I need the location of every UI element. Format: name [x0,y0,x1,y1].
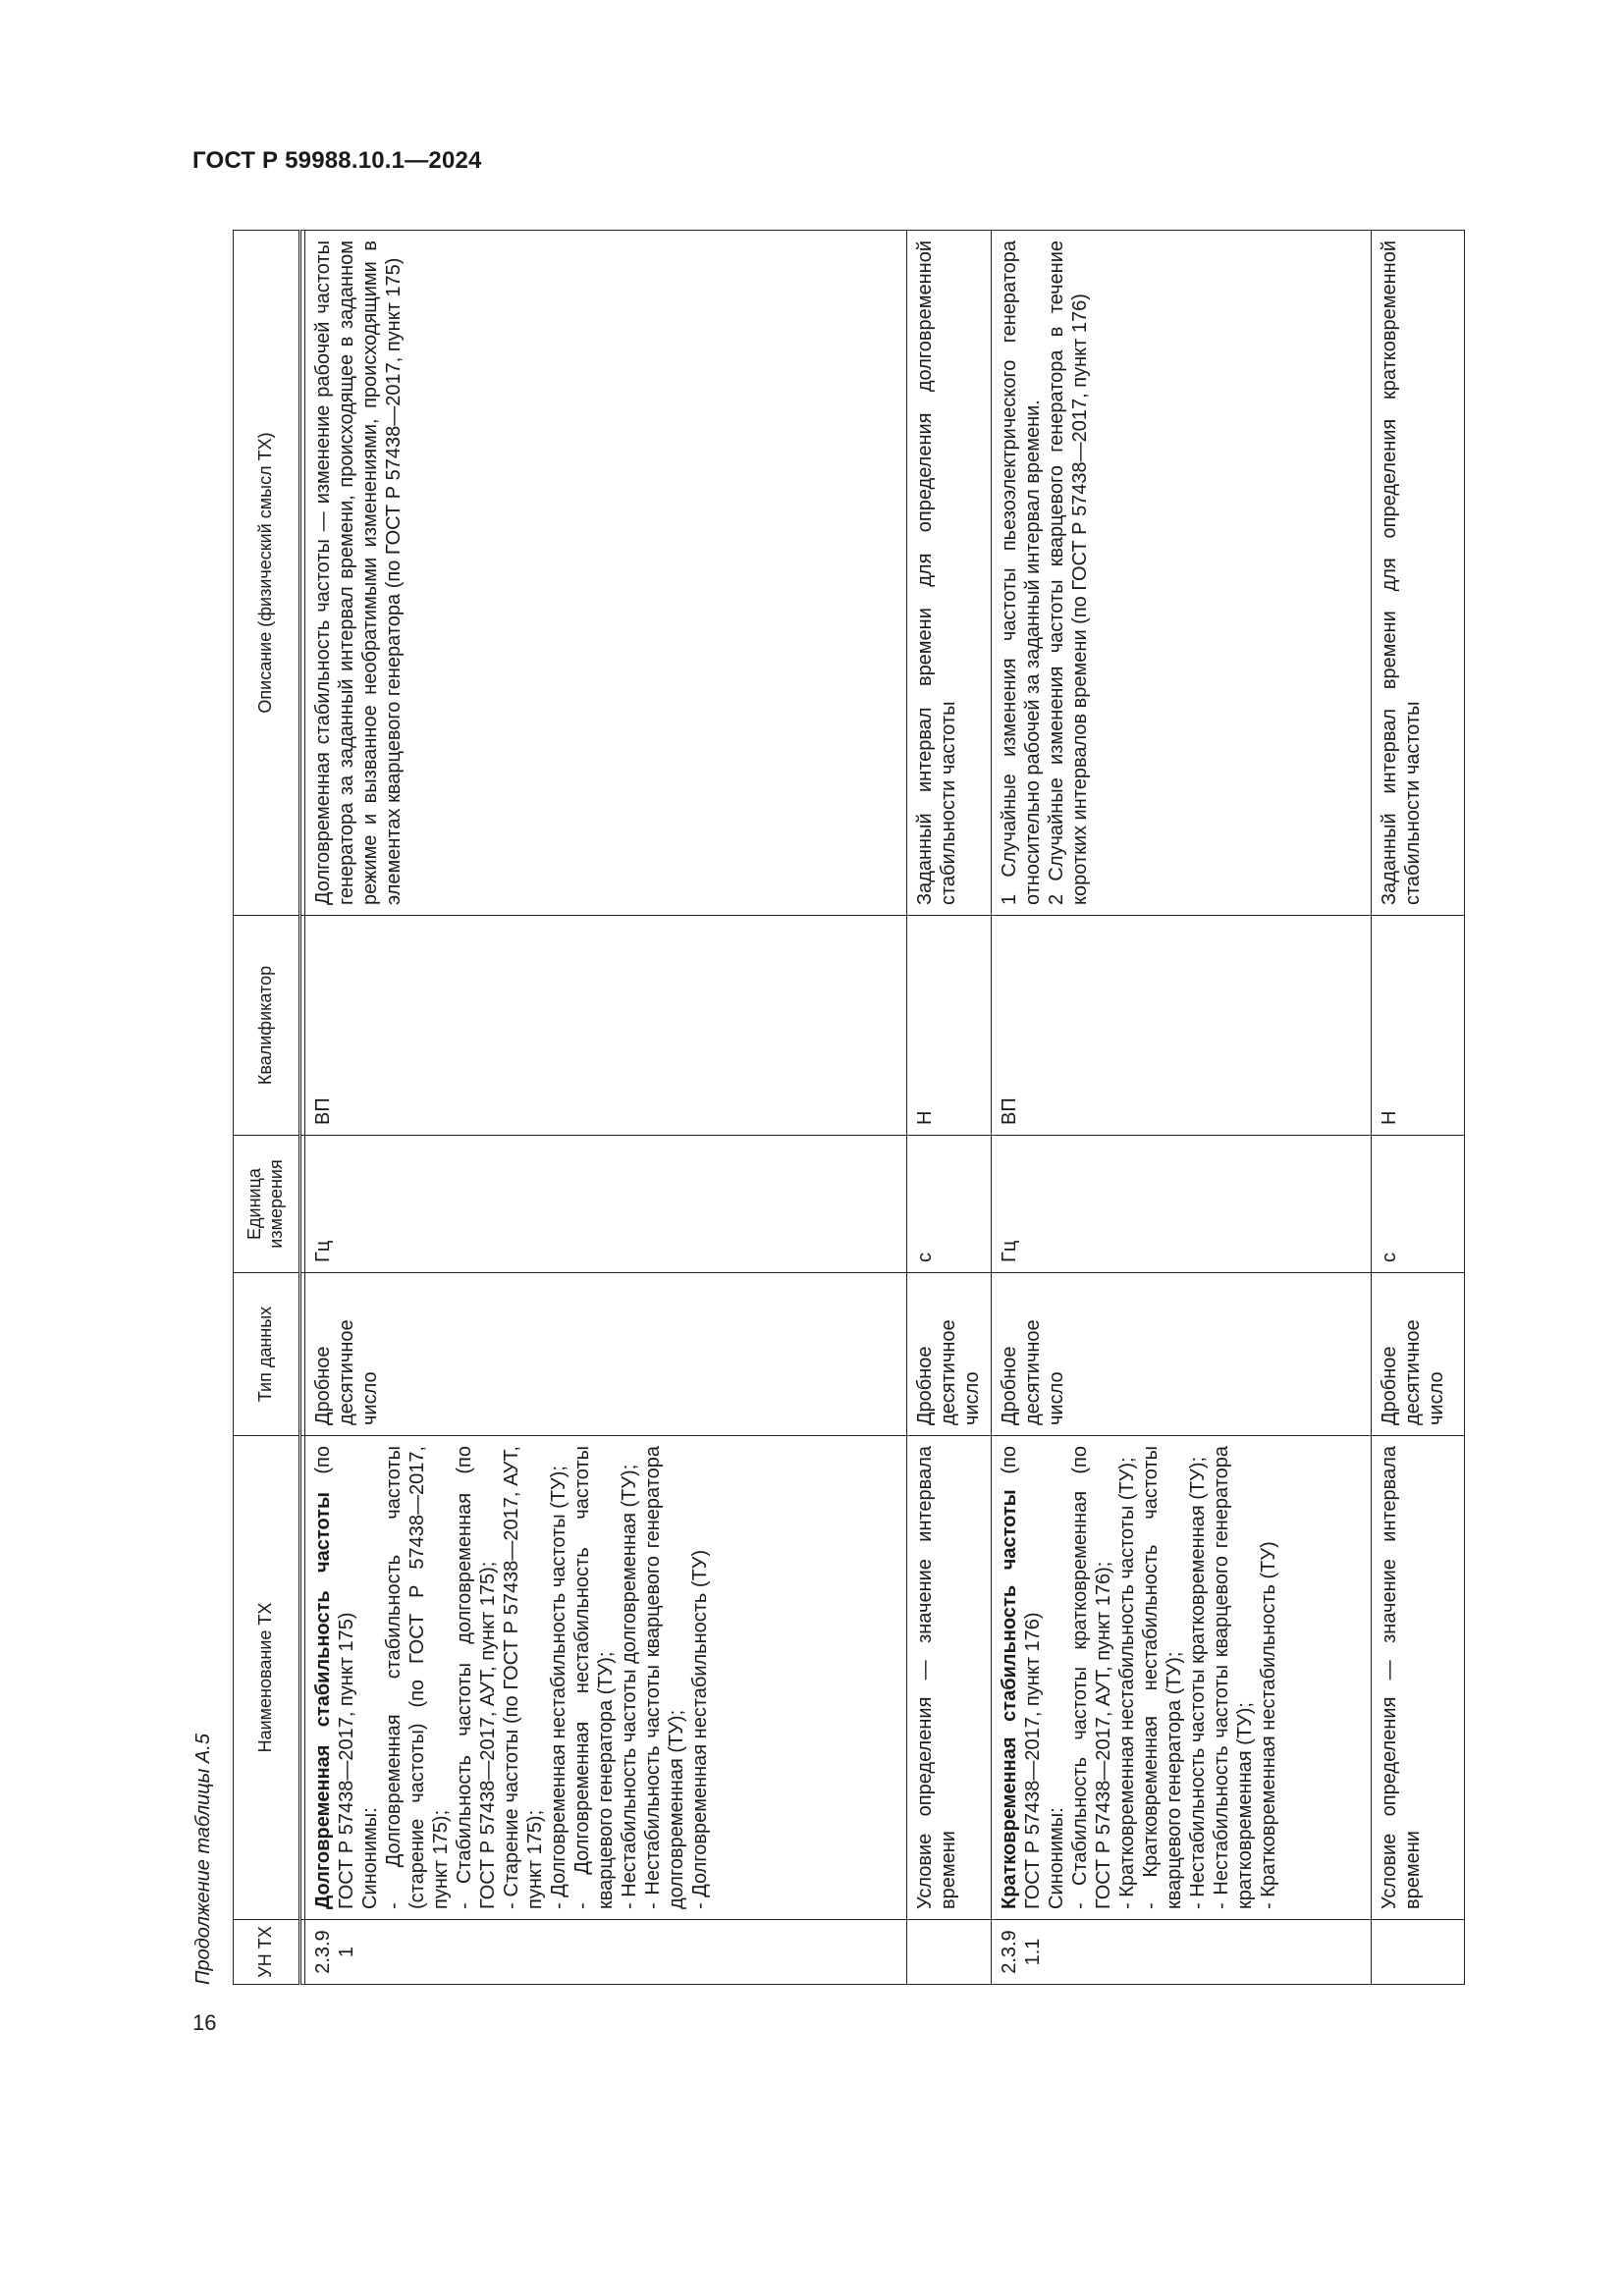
synonym-item: - Нестабильность частоты кратковременная (ТУ); [1186,1456,1209,1909]
document-header: ГОСТ Р 59988.10.1—2024 [192,147,482,174]
row-qualifier: Н [1372,916,1465,1136]
row-name-source: (по ГОСТ Р 57438—2017, пункт 175) [312,1446,358,1909]
row-type: Дробное десятичное число [1372,1273,1465,1436]
synonym-item: - Долговременная нестабильность частоты (ТУ); [548,1466,570,1909]
row-qualifier: Н [907,916,992,1136]
column-header-type: Тип данных [234,1273,300,1436]
row-unit: Гц [991,1136,1371,1273]
synonym-item: - Стабильность частоты кратковременная (по ГОСТ Р 57438—2017, АУТ, пункт 176); [1068,1446,1114,1909]
row-code: 2.3.91.1 [991,1920,1371,1985]
column-header-qualifier: Квалификатор [234,916,300,1136]
row-name: Условие определения — значение интервала времени [907,1436,992,1920]
synonym-item: - Старение частоты (по ГОСТ Р 57438—2017, АУТ, пункт 175); [501,1446,547,1909]
row-code [907,1920,992,1985]
row-name [305,1436,907,1920]
row-description: Долговременная стабильность частоты — изменение рабочей частоты генератора за заданный интервал времени, происходящее в заданном режиме и вызванное необратимыми изменениями, происходящими в элементах кварцевого генератора (по ГОСТ Р 57438—2017, пункт 175) [305,231,907,916]
synonyms-label: Синонимы: [359,1807,382,1909]
synonym-item: - Кратковременная нестабильность частоты (ТУ); [1115,1457,1138,1909]
row-description: Заданный интервал времени для определения кратковременной стабильности частоты [1372,231,1465,916]
row-description [991,231,1371,916]
row-code [1372,1920,1465,1985]
table-row [1372,231,1465,1985]
row-type: Дробное десятичное число [991,1273,1371,1436]
description-line: 2 Случайные изменения частоты кварцевого генератора в течение коротких интервалов времени (по ГОСТ Р 57438—2017, пункт 176) [1045,240,1091,905]
characteristics-table [233,230,1465,1985]
table-row [991,231,1371,1985]
row-name [991,1436,1371,1920]
column-header-unit: Единица измерения [234,1136,300,1273]
row-name-bold: Долговременная стабильность частоты [312,1491,335,1909]
page-number: 16 [192,2010,217,2035]
synonym-item: - Долговременная нестабильность (ТУ) [689,1549,712,1909]
synonym-item: - Нестабильность частоты долговременная (ТУ); [619,1464,641,1909]
row-code: 2.3.91 [305,1920,907,1985]
column-header-name: Наименование ТХ [234,1436,300,1920]
synonym-item: - Кратковременная нестабильность частоты кварцевого генератора (ТУ); [1139,1446,1185,1909]
column-header-description: Описание (физический смысл ТХ) [234,231,300,916]
row-type: Дробное десятичное число [305,1273,907,1436]
table-header-row [234,231,300,1985]
synonym-item: - Кратковременная нестабильность (ТУ) [1257,1541,1279,1909]
row-qualifier: ВП [305,916,907,1136]
table-caption: Продолжение таблицы А.5 [192,1734,214,1985]
synonym-item: - Долговременная нестабильность частоты кварцевого генератора (ТУ); [571,1446,618,1909]
synonym-item: - Стабильность частоты долговременная (по ГОСТ Р 57438—2017, АУТ, пункт 175); [454,1446,500,1909]
synonym-item: - Нестабильность частоты кварцевого генератора кратковременная (ТУ); [1210,1446,1256,1909]
row-unit: с [907,1136,992,1273]
synonym-item: - Долговременная стабильность частоты (старение частоты) (по ГОСТ Р 57438—2017, пункт 175); [383,1446,453,1909]
row-name-bold: Кратковременная стабильность частоты [998,1489,1020,1909]
row-name-source: (по ГОСТ Р 57438—2017, пункт 176) [998,1445,1044,1909]
row-unit: Гц [305,1136,907,1273]
synonyms-label: Синонимы: [1045,1807,1067,1909]
row-name: Условие определения — значение интервала времени [1372,1436,1465,1920]
table-container [233,231,1465,1985]
row-type: Дробное десятичное число [907,1273,992,1436]
table-row [305,231,907,1985]
description-line: 1 Случайные изменения частоты пьезоэлектрического генератора относительно рабочей за заданный интервал времени. [998,240,1044,905]
row-unit: с [1372,1136,1465,1273]
row-description: Заданный интервал времени для определения долговременной стабильности частоты [907,231,992,916]
row-qualifier: ВП [991,916,1371,1136]
synonym-item: - Нестабильность частоты кварцевого генератора долговременная (ТУ); [642,1446,688,1909]
table-row [907,231,992,1985]
column-header-code: УН ТХ [234,1920,300,1985]
